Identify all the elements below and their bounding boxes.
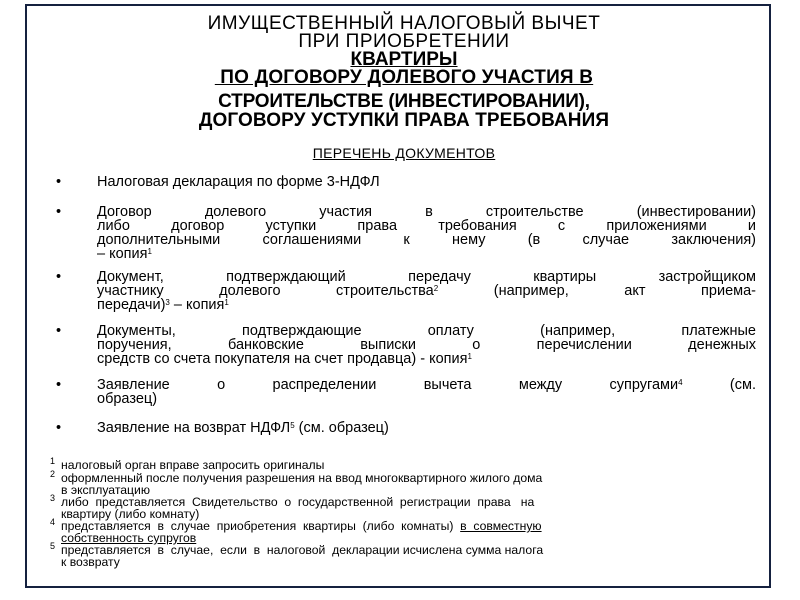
footnote-number: 3 — [50, 493, 56, 503]
title-line-1: ИМУЩЕСТВЕННЫЙ НАЛОГОВЫЙ ВЫЧЕТ — [207, 13, 601, 34]
documents-list-heading: ПЕРЕЧЕНЬ ДОКУМЕНТОВ — [312, 145, 496, 161]
list-item-text: Документ, подтверждающий передачу квартиры застройщиком участнику долевого строительства$^2$ (например, акт приема- передачи)$^3$ – копия$^1$ — [97, 269, 756, 313]
footnote-number: 5 — [50, 541, 56, 551]
list-item-text: Налоговая декларация по форме 3-НДФЛ — [97, 174, 380, 190]
bullet-icon: • — [56, 204, 62, 220]
list-item-text: Заявление на возврат НДФЛ$^5$ (см. образец) — [97, 420, 389, 436]
bullet-icon: • — [56, 323, 62, 339]
title-line-4: ПО ДОГОВОРУ ДОЛЕВОГО УЧАСТИЯ В — [214, 67, 594, 88]
footnote-text: либо представляется Свидетельство о государственной регистрации права на квартиру (либо комнату) — [61, 495, 535, 521]
list-item-text: Договор долевого участия в строительстве (инвестировании) либо договор уступки права требования с приложениями и дополнительными соглашениями к нему (в случае заключения) – копия$^1$ — [97, 204, 756, 262]
footnote-text: оформленный после получения разрешения на ввод многоквартирного жилого дома в эксплуатацию — [61, 471, 543, 497]
bullet-icon: • — [56, 269, 62, 285]
footnote-text: представляется в случае приобретения квартиры (либо комнаты) в совместную собственность супругов — [61, 519, 542, 545]
bullet-icon: • — [56, 420, 62, 436]
title-line-6: ДОГОВОРУ УСТУПКИ ПРАВА ТРЕБОВАНИЯ — [198, 110, 610, 131]
list-item-text: Заявление о распределении вычета между супругами$^4$ (см. образец) — [97, 377, 756, 407]
footnote-text: налоговый орган вправе запросить оригиналы — [61, 458, 325, 472]
footnote-number: 1 — [50, 456, 56, 466]
bullet-icon: • — [56, 174, 62, 190]
title-line-3: КВАРТИРЫ — [350, 49, 458, 70]
list-item-text: Документы, подтверждающие оплату (например, платежные поручения, банковские выписки о перечислении денежных средств со счета покупателя на счет продавца) - копия$^1$ — [97, 323, 756, 367]
footnote-number: 2 — [50, 469, 56, 479]
footnote-number: 4 — [50, 517, 56, 527]
title-line-2: ПРИ ПРИОБРЕТЕНИИ — [298, 31, 510, 52]
bullet-icon: • — [56, 377, 62, 393]
footnote-text: представляется в случае, если в налоговой декларации исчислена сумма налога к возврату — [61, 543, 544, 569]
title-line-5: СТРОИТЕЛЬСТВЕ (ИНВЕСТИРОВАНИИ), — [218, 91, 590, 112]
